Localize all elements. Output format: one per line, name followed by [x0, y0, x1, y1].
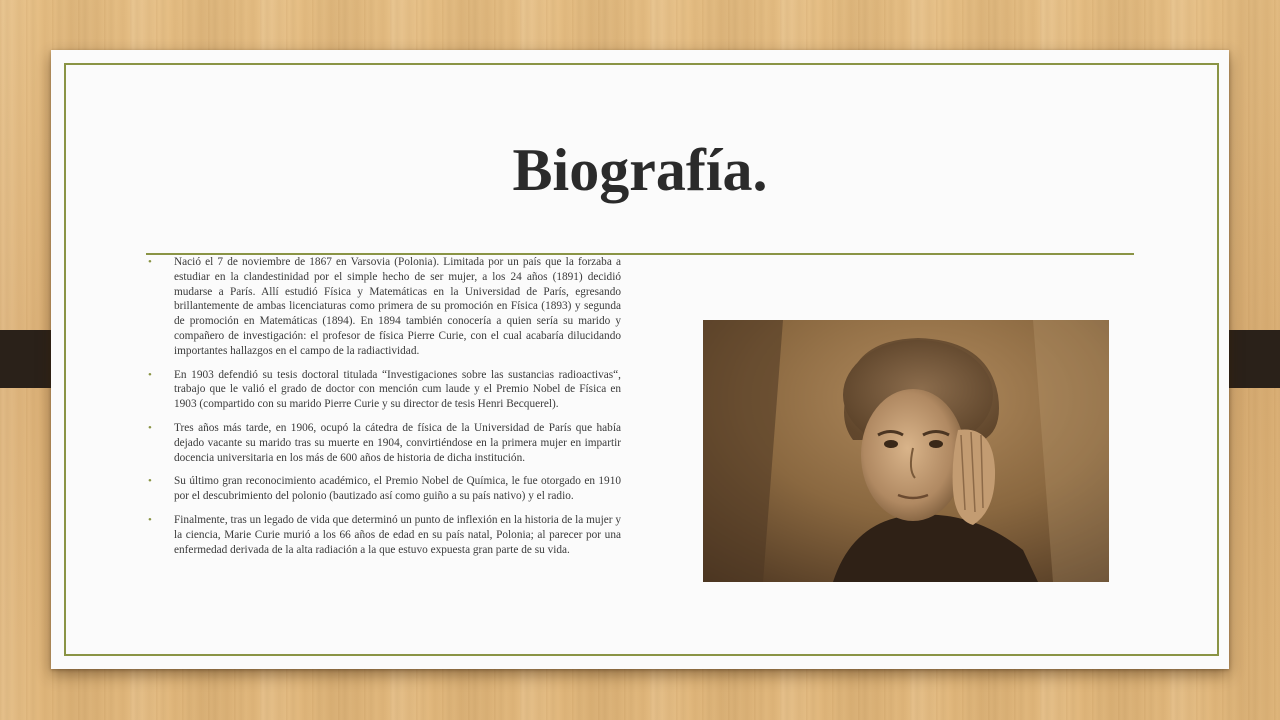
bullet-icon: • — [148, 421, 152, 434]
paragraph-3 — [146, 421, 621, 465]
paragraph-2 — [146, 368, 621, 412]
bullet-icon: • — [148, 256, 152, 268]
body-text — [146, 255, 621, 566]
bullet-icon: • — [148, 368, 152, 381]
paragraph-4 — [146, 474, 621, 504]
slide-title: Biografía. — [512, 137, 768, 203]
portrait-photo — [703, 320, 1109, 582]
bullet-icon: • — [148, 513, 152, 526]
paragraph-5 — [146, 513, 621, 557]
paragraph-text: En 1903 defendió su tesis doctoral titulada “Investigaciones sobre las sustancias radioactivas“, trabajo que le valió el grado de doctor con mención cum laude y el Premio Nobel de Física en 1903 (compartido con su marido Pierre Curie y su director de tesis Henri Becquerel). — [174, 368, 621, 411]
paragraph-text: Su último gran reconocimiento académico, el Premio Nobel de Química, le fue otorgado en 1910 por el descubrimiento del polonio (bautizado así como guiño a su país nativo) y el radio. — [174, 475, 621, 503]
paragraph-text: Finalmente, tras un legado de vida que determinó un punto de inflexión en la historia de la mujer y la ciencia, Marie Curie murió a los 66 años de edad en su país natal, Polonia; al parecer por una enfermedad derivada de la alta radiación a la que estuvo expuesta gran parte de su vida. — [174, 513, 621, 556]
paragraph-text: Nació el 7 de noviembre de 1867 en Varsovia (Polonia). Limitada por un país que la forzaba a estudiar en la clandestinidad por el simple hecho de ser mujer, a los 24 años (1891) decidió mudarse a París. Allí estudió Física y Matemáticas en la Universidad de París, egresando brillantemente de ambas licenciaturas como primera de su promoción en Física (1893) y segunda de promoción en Matemáticas (1894). En 1894 también conocería a quien sería su marido y compañero de investigación: el profesor de física Pierre Curie, con el cual acabaría dilucidando importantes hallazgos en el campo de la radiactividad. — [174, 256, 621, 357]
bullet-icon: • — [148, 475, 152, 488]
paragraph-text: Tres años más tarde, en 1906, ocupó la cátedra de física de la Universidad de París que había dejado vacante su marido tras su muerte en 1904, convirtiéndose en la primera mujer en impartir docencia universitaria en los más de 600 años de historia de dicha institución. — [174, 421, 621, 464]
portrait-image — [703, 320, 1109, 582]
paragraph-1 — [146, 255, 621, 359]
